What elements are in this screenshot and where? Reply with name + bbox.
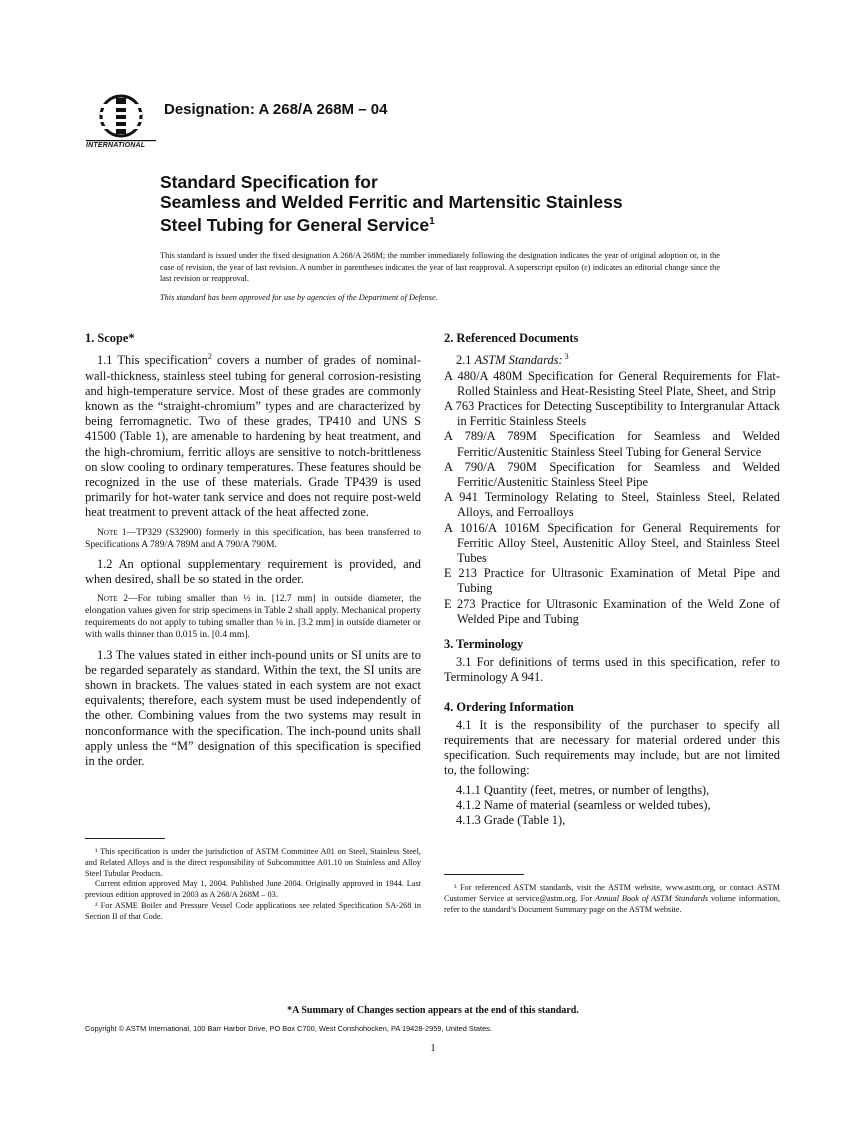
summary-of-changes-note: *A Summary of Changes section appears at the end of this standard. [287,1005,579,1016]
section-3-heading: 3. Terminology [444,636,524,651]
reference-item: A 763 Practices for Detecting Susceptibility to Intergranular Attack in Ferritic Stainless Steels [444,398,780,429]
section-4-heading: 4. Ordering Information [444,699,574,714]
section-1-heading: 1. Scope* [85,331,135,345]
reference-item: A 1016/A 1016M Specification for General Requirements for Ferritic Alloy Steel, Austenitic Alloy Steel, and Stainless Steel Tubes [444,520,780,565]
footnote-rule-left [85,838,165,839]
footnote-rule-right [444,874,524,875]
intro-paragraph: This standard is issued under the fixed designation A 268/A 268M; the number immediately following the designation indicates the year of original adoption or, in the case of revision, the year of last revision. A number in parentheses indicates the year of last reapproval. A superscript epsilon (ε) indicates an editorial change since the last revision or reapproval. [160,251,720,283]
paragraph-1-3: 1.3 The values stated in either inch-pound units or SI units are to be regarded separately as standard. Within the text, the SI units are shown in brackets. The values stated in each system are not exact equivalents; therefore, each system must be used independently of the other. Combining values from the two systems may result in nonconformance with the specification. The inch-pound units shall apply unless the “M” designation of this specification is specified in the order. [85,647,421,768]
reference-item: A 941 Terminology Relating to Steel, Stainless Steel, Related Alloys, and Ferroalloys [444,490,780,520]
document-title [160,172,720,235]
page-number: 1 [430,1042,436,1054]
footnotes-left [85,847,421,923]
reference-item: E 273 Practice for Ultrasonic Examination of the Weld Zone of Welded Pipe and Tubing [444,596,780,626]
reference-item: A 480/A 480M Specification for General Requirements for Flat-Rolled Stainless and Heat-Resisting Steel Plate, Sheet, and Strip [444,368,780,398]
reference-item: A 789/A 789M Specification for Seamless and Welded Ferritic/Austenitic Stainless Steel Tubing for General Service [444,429,780,459]
footnote-1: ¹ This specification is under the jurisdiction of ASTM Committee A01 on Steel, Stainless Steel, and Related Alloys and is the direct responsibility of Subcommittee A01.10 on Stainless and Alloy Steel Tubular Products. [85,847,421,878]
ordering-item: 4.1.3 Grade (Table 1), [456,813,566,828]
footnotes-right [444,883,780,915]
astm-standards-subheading: 2.1 ASTM Standards: $^3$ [456,352,569,368]
title-footnote-mark: 1 [429,216,435,227]
title-line-3: Steel Tubing for General Service$^1$ [160,214,435,235]
left-column [85,331,421,773]
intro-block [160,250,720,303]
ordering-item: 4.1.2 Name of material (seamless or welded tubes), [456,797,711,812]
section-2-heading: 2. Referenced Documents [444,331,579,345]
note-1: Note 1—TP329 (S32900) formerly in this specification, has been transferred to Specifications A 789/A 789M and A 790/A 790M. [85,526,422,550]
title-line-2: Seamless and Welded Ferritic and Martensitic Stainless [160,192,623,212]
footnote-3: ³ For referenced ASTM standards, visit the ASTM website, www.astm.org, or contact ASTM Customer Service at service@astm.org. For Annual Book of ASTM Standards volume information, refer to the standard’s Document Summary page on the ASTM website. [444,883,781,914]
copyright: Copyright © ASTM International, 100 Barr Harbor Drive, PO Box C700, West Conshohocken, PA 19428-2959, United States. [85,1024,492,1033]
designation: Designation: A 268/A 268M – 04 [164,101,388,118]
right-column [444,331,780,828]
ordering-item: 4.1.1 Quantity (feet, metres, or number of lengths), [456,782,710,797]
paragraph-1-1: 1.1 This specification$^2$ covers a number of grades of nominal-wall-thickness, stainless steel tubing for general corrosion-resisting and high-temperature service. Most of these grades are commonly known as the “straight-chromium” types and are characterized by being ferromagnetic. Two of these grades, TP410 and UNS S 41500 (Table 1), are amenable to hardening by heat treatment, and the high-chromium, ferritic alloys are sensitive to notch-brittleness on slow cooling to ordinary temperatures. These features should be recognized in the use of these materials. Grade TP439 is used primarily for hot-water tank service and does not require post-weld heat treatment to prevent attack of the heat affected zone. [85,352,421,520]
logo-subtitle: INTERNATIONAL [86,142,146,149]
paragraph-4-1: 4.1 It is the responsibility of the purchaser to specify all requirements that are necessary for material ordered under this specification. Such requirements may include, but are not limited to, the following: [444,717,780,778]
dod-approval: This standard has been approved for use by agencies of the Department of Defense. [160,292,438,302]
paragraph-1-2: 1.2 An optional supplementary requirement is provided, and when desired, shall be so stated in the order. [85,556,421,586]
astm-logo [86,92,156,154]
footnote-2: ² For ASME Boiler and Pressure Vessel Code applications see related Specification SA-268 in Section II of that Code. [85,900,421,921]
footnote-1-edition: Current edition approved May 1, 2004. Published June 2004. Originally approved in 1944. Last previous edition approved in 2003 as A 268/A 268M – 03. [85,879,421,900]
reference-item: A 790/A 790M Specification for Seamless and Welded Ferritic/Austenitic Stainless Steel Pipe [444,459,780,489]
title-line-1: Standard Specification for [160,172,378,192]
note-2: Note 2—For tubing smaller than ½ in. [12.7 mm] in outside diameter, the elongation values given for strip specimens in Table 2 shall apply. Mechanical property requirements do not apply to tubing smaller than ⅛ in. [3.2 mm] in outside diameter or with walls thinner than 0.015 in. [0.4 mm]. [85,593,421,641]
reference-item: E 213 Practice for Ultrasonic Examination of Metal Pipe and Tubing [444,566,780,596]
paragraph-3-1: 3.1 For definitions of terms used in this specification, refer to Terminology A 941. [444,655,780,685]
